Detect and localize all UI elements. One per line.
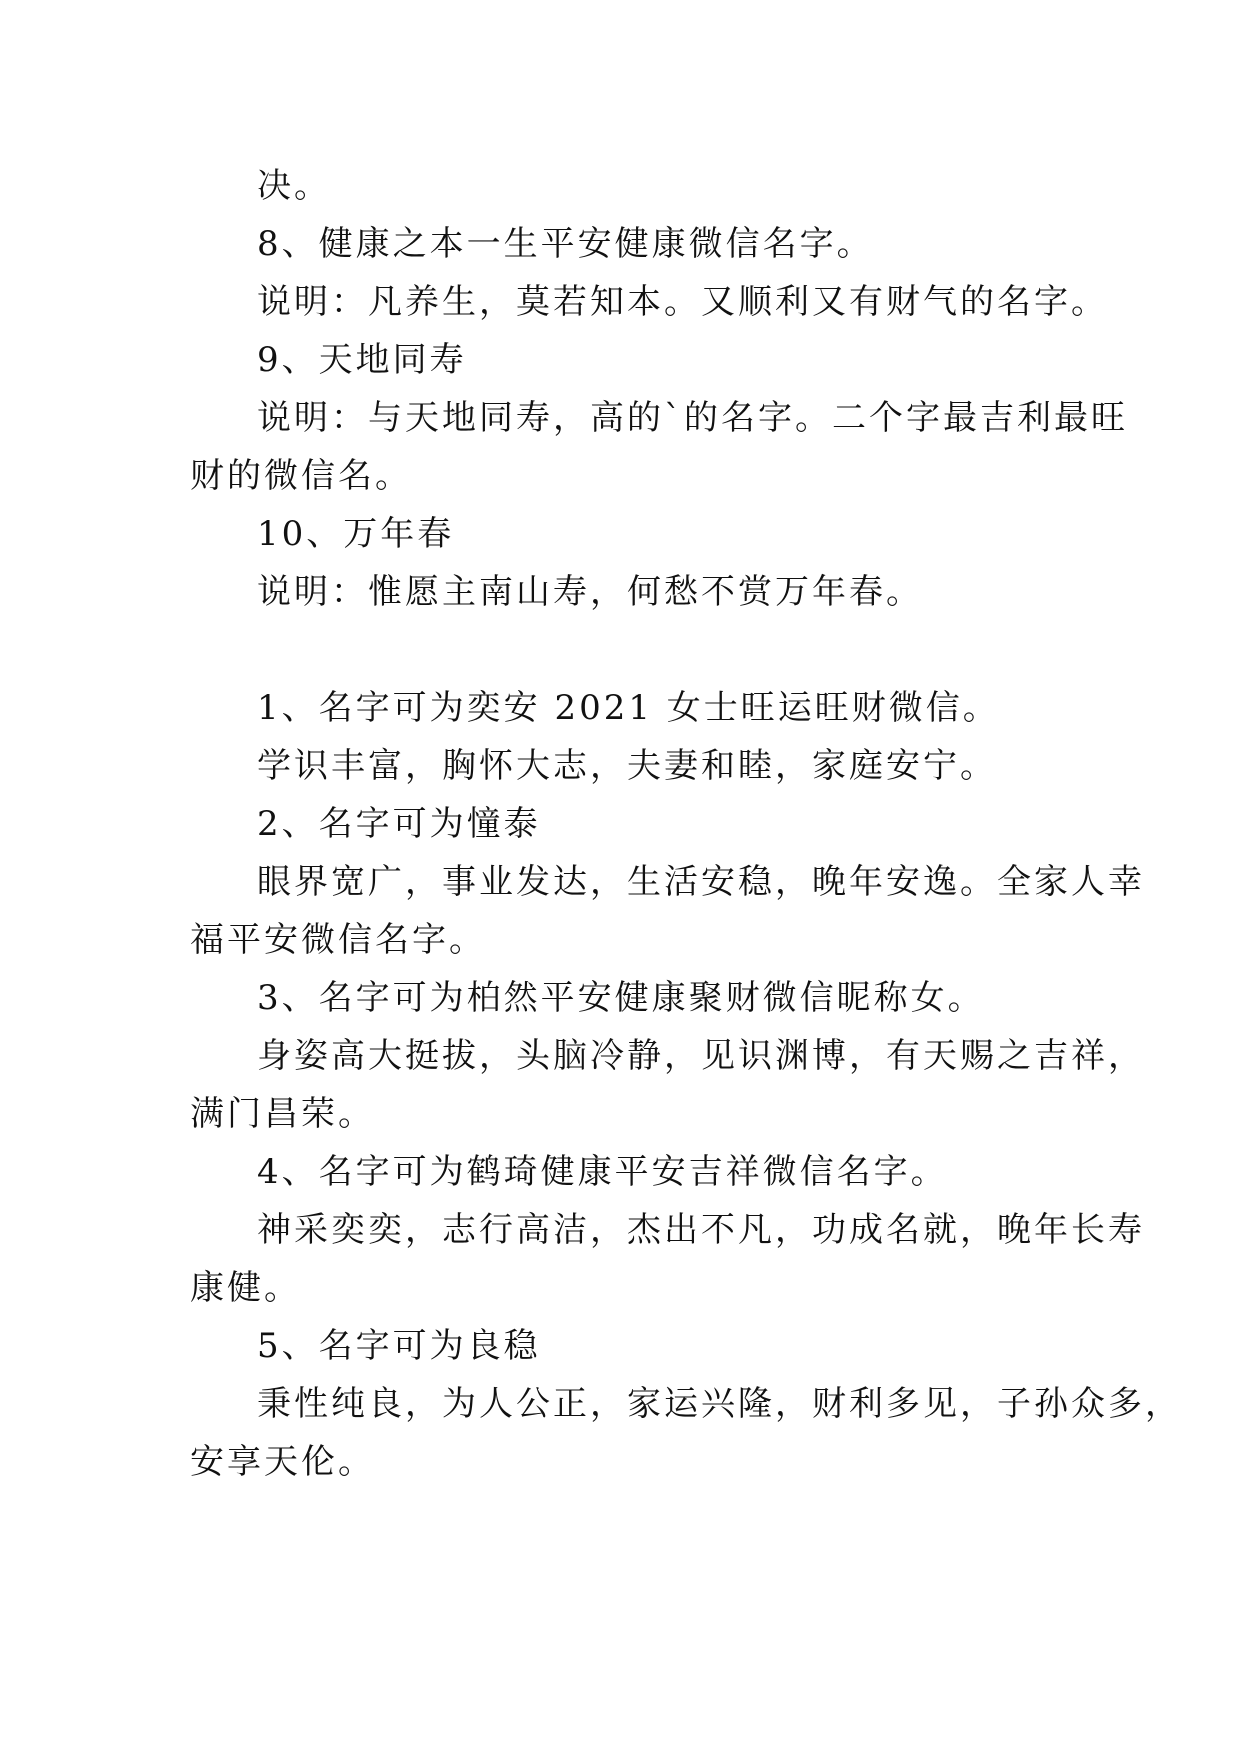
description-line: 说明：凡养生，莫若知本。又顺利又有财气的名字。	[257, 282, 1108, 322]
list-item-heading: 1、名字可为奕安 2021 女士旺运旺财微信。	[257, 688, 1000, 728]
list-item-heading: 5、名字可为良稳	[257, 1326, 541, 1366]
description-line: 身姿高大挺拔，头脑冷静，见识渊博，有天赐之吉祥，	[257, 1036, 1145, 1076]
description-line: 说明：与天地同寿，高的`的名字。二个字最吉利最旺	[257, 398, 1128, 438]
list-item-heading: 8、健康之本一生平安健康微信名字。	[257, 224, 874, 264]
list-item-heading: 2、名字可为憧泰	[257, 804, 541, 844]
list-item-heading: 3、名字可为柏然平安健康聚财微信昵称女。	[257, 978, 985, 1018]
description-line: 说明：惟愿主南山寿，何愁不赏万年春。	[257, 572, 923, 612]
description-line-continued: 财的微信名。	[190, 456, 412, 496]
description-line: 眼界宽广，事业发达，生活安稳，晚年安逸。全家人幸	[257, 862, 1145, 902]
description-line: 秉性纯良，为人公正，家运兴隆，财利多见，子孙众多，	[257, 1384, 1182, 1424]
description-line-continued: 满门昌荣。	[190, 1094, 375, 1134]
description-line-continued: 福平安微信名字。	[190, 920, 486, 960]
description-line: 神采奕奕，志行高洁，杰出不凡，功成名就，晚年长寿	[257, 1210, 1145, 1250]
list-item-heading: 10、万年春	[257, 514, 455, 554]
list-item-heading: 4、名字可为鹤琦健康平安吉祥微信名字。	[257, 1152, 948, 1192]
description-line-continued: 康健。	[190, 1268, 301, 1308]
description-line: 学识丰富，胸怀大志，夫妻和睦，家庭安宁。	[257, 746, 997, 786]
description-line-continued: 安享天伦。	[190, 1442, 375, 1482]
list-item-heading: 9、天地同寿	[257, 340, 467, 380]
text-line: 决。	[257, 166, 331, 206]
